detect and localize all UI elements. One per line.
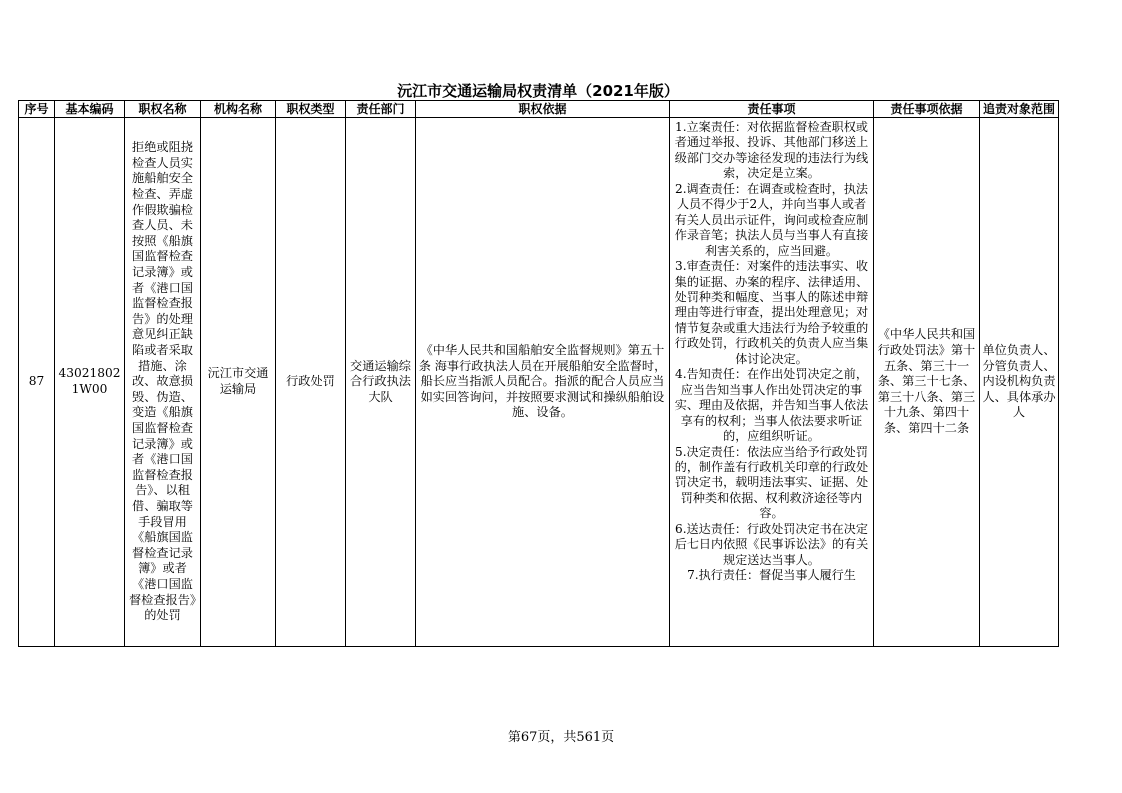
header-basis: 职权依据 — [416, 101, 670, 118]
cell-accountability: 单位负责人、分管负责人、内设机构负责人、具体承办人 — [980, 118, 1059, 647]
header-seq: 序号 — [19, 101, 55, 118]
cell-code: 430218021W00 — [55, 118, 125, 647]
cell-duty-basis: 《中华人民共和国行政处罚法》第十五条、第三十一条、第三十七条、第三十八条、第三十九条、第四十条、第四十二条 — [874, 118, 980, 647]
cell-power-name: 拒绝或阻挠检查人员实施船舶安全检查、弄虚作假欺骗检查人员、未按照《船旗国监督检查记录簿》或者《港口国监督检查报告》的处理意见纠正缺陷或者采取措施、涂改、故意损毁、伪造、变造《船旗国监督检查记录簿》或者《港口国监督检查报告》、以租借、骗取等手段冒用《船旗国监督检查记录簿》或者《港口国监督检查报告》的处罚 — [125, 118, 201, 647]
page-number: 第67页，共561页 — [507, 730, 615, 745]
duty-item: 7.执行责任：督促当事人履行生 — [687, 568, 856, 583]
duty-item: 1.立案责任：对依据监督检查职权或者通过举报、投诉、其他部门移送上级部门交办等途径发现的违法行为线索，决定是立案。 — [674, 120, 869, 181]
page-title: 沅江市交通运输局权责清单（2021年版） — [397, 82, 679, 100]
header-power-type: 职权类型 — [276, 101, 346, 118]
header-org-name: 机构名称 — [201, 101, 276, 118]
cell-basis: 《中华人民共和国船舶安全监督规则》第五十条 海事行政执法人员在开展船舶安全监督时，船长应当指派人员配合。指派的配合人员应当如实回答询问，并按照要求测试和操纵船舶设施、设备。 — [416, 118, 670, 647]
table-header-row — [19, 101, 1059, 118]
header-power-name: 职权名称 — [125, 101, 201, 118]
cell-dept: 交通运输综合行政执法大队 — [346, 118, 416, 647]
duty-item: 3.审查责任：对案件的违法事实、收集的证据、办案的程序、法律适用、处罚种类和幅度、当事人的陈述申辩理由等进行审查，提出处理意见；对情节复杂或重大违法行为给予较重的行政处罚，行政机关的负责人应当集体讨论决定。 — [674, 259, 869, 366]
header-duty-basis: 责任事项依据 — [874, 101, 980, 118]
header-accountability: 追责对象范围 — [980, 101, 1059, 118]
cell-seq: 87 — [19, 118, 55, 647]
duty-item: 5.决定责任：依法应当给予行政处罚的，制作盖有行政机关印章的行政处罚决定书，载明违法事实、证据、处罚种类和依据、权利救济途径等内容。 — [674, 444, 869, 521]
duty-item: 2.调查责任：在调查或检查时，执法人员不得少于2人，并向当事人或者有关人员出示证件，询问或检查应制作录音笔；执法人员与当事人有直接利害关系的，应当回避。 — [674, 181, 869, 258]
cell-duties — [670, 118, 874, 647]
responsibility-table — [18, 100, 1059, 647]
cell-org-name: 沅江市交通运输局 — [201, 118, 276, 647]
header-dept: 责任部门 — [346, 101, 416, 118]
duty-item: 6.送达责任：行政处罚决定书在决定后七日内依照《民事诉讼法》的有关规定送达当事人。 — [674, 521, 869, 567]
header-duties: 责任事项 — [670, 101, 874, 118]
header-code: 基本编码 — [55, 101, 125, 118]
table-row — [19, 118, 1059, 647]
cell-power-type: 行政处罚 — [276, 118, 346, 647]
duty-item: 4.告知责任：在作出处罚决定之前，应当告知当事人作出处罚决定的事实、理由及依据，并告知当事人依法享有的权利；当事人依法要求听证的，应组织听证。 — [674, 367, 869, 444]
